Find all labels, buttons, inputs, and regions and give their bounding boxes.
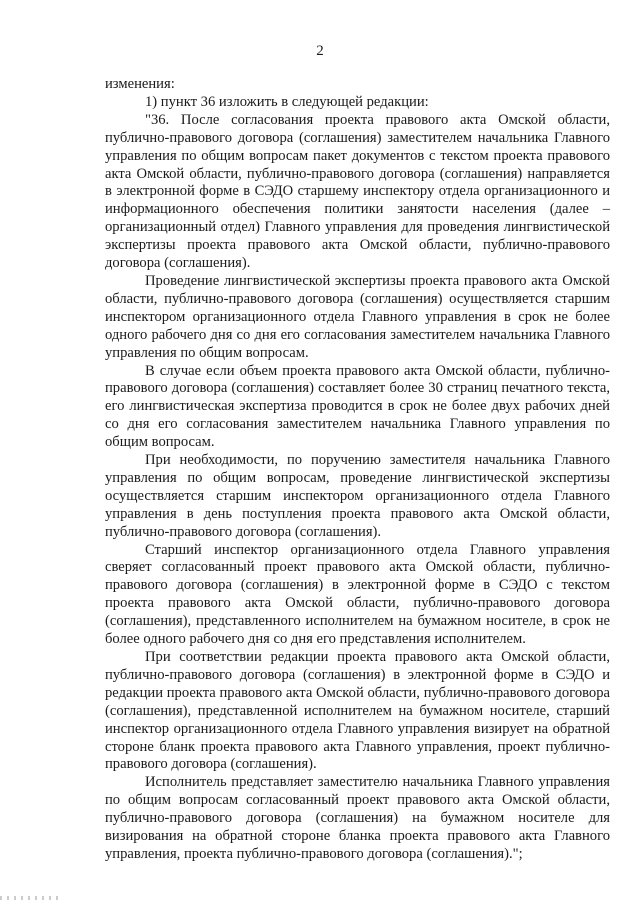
document-body bbox=[105, 76, 610, 864]
paragraph-urgent-review: При необходимости, по поручению заместителя начальника Главного управления по общим вопросам, проведение лингвистической экспертизы осуществляется старшим инспектором организационного отдела Главного управления в день поступления проекта правового акта Омской области, публично-правового договора (соглашения). bbox=[105, 452, 610, 540]
paragraph-item-1: 1) пункт 36 изложить в следующей редакции: bbox=[145, 93, 429, 110]
scan-artifact bbox=[0, 896, 60, 900]
paragraph-submission: Исполнитель представляет заместителю начальника Главного управления по общим вопросам согласованный проект правового акта Омской области, публично-правового договора (соглашения) на бумажном носителе для визирования на обратной стороне бланка проекта правового акта Главного управления, проекта публично-правового договора (соглашения)."; bbox=[105, 774, 610, 862]
paragraph-clause-36: "36. После согласования проекта правового акта Омской области, публично-правового договора (соглашения) заместителем начальника Главного управления по общим вопросам пакет документов с текстом проекта правового акта Омской области, публично-правового договора (соглашения) направляется в электронной форме в СЭДО старшему инспектору отдела организационного и информационного обеспечения политики занятости населения (далее – организационный отдел) Главного управления для проведения лингвистической экспертизы проекта правового акта Омской области, публично-правового договора (соглашения). bbox=[105, 111, 610, 272]
paragraph-linguistic-review: Проведение лингвистической экспертизы проекта правового акта Омской области, публично-правового договора (соглашения) осуществляется старшим инспектором организационного отдела Главного управления в срок не более одного рабочего дня со дня его согласования заместителем начальника Главного управления по общим вопросам. bbox=[105, 272, 610, 361]
paragraph-large-volume: В случае если объем проекта правового акта Омской области, публично-правового договора (соглашения) составляет более 30 страниц печатного текста, его лингвистическая экспертиза проводится в срок не более двух рабочих дней со дня его согласования заместителем начальника Главного управления по общим вопросам. bbox=[105, 362, 610, 451]
page-number: 2 bbox=[316, 43, 324, 59]
paragraph-endorsement: При соответствии редакции проекта правового акта Омской области, публично-правового договора (соглашения) в электронной форме в СЭДО и редакции проекта правового акта Омской области, публично-правового договора (соглашения), представленной исполнителем на бумажном носителе, старший инспектор организационного отдела Главного управления визирует на обратной стороне бланк проекта правового акта Главного управления, проект публично-правового договора (соглашения). bbox=[105, 649, 610, 773]
paragraph-verification: Старший инспектор организационного отдела Главного управления сверяет согласованный проект правового акта Омской области, публично-правового договора (соглашения) в электронной форме в СЭДО с текстом проекта правового акта Омской области, публично-правового договора (соглашения), представленного исполнителем на бумажном носителе, в срок не более одного рабочего дня со дня его представления исполнителем. bbox=[105, 541, 610, 648]
paragraph-continuation: изменения: bbox=[105, 76, 175, 92]
